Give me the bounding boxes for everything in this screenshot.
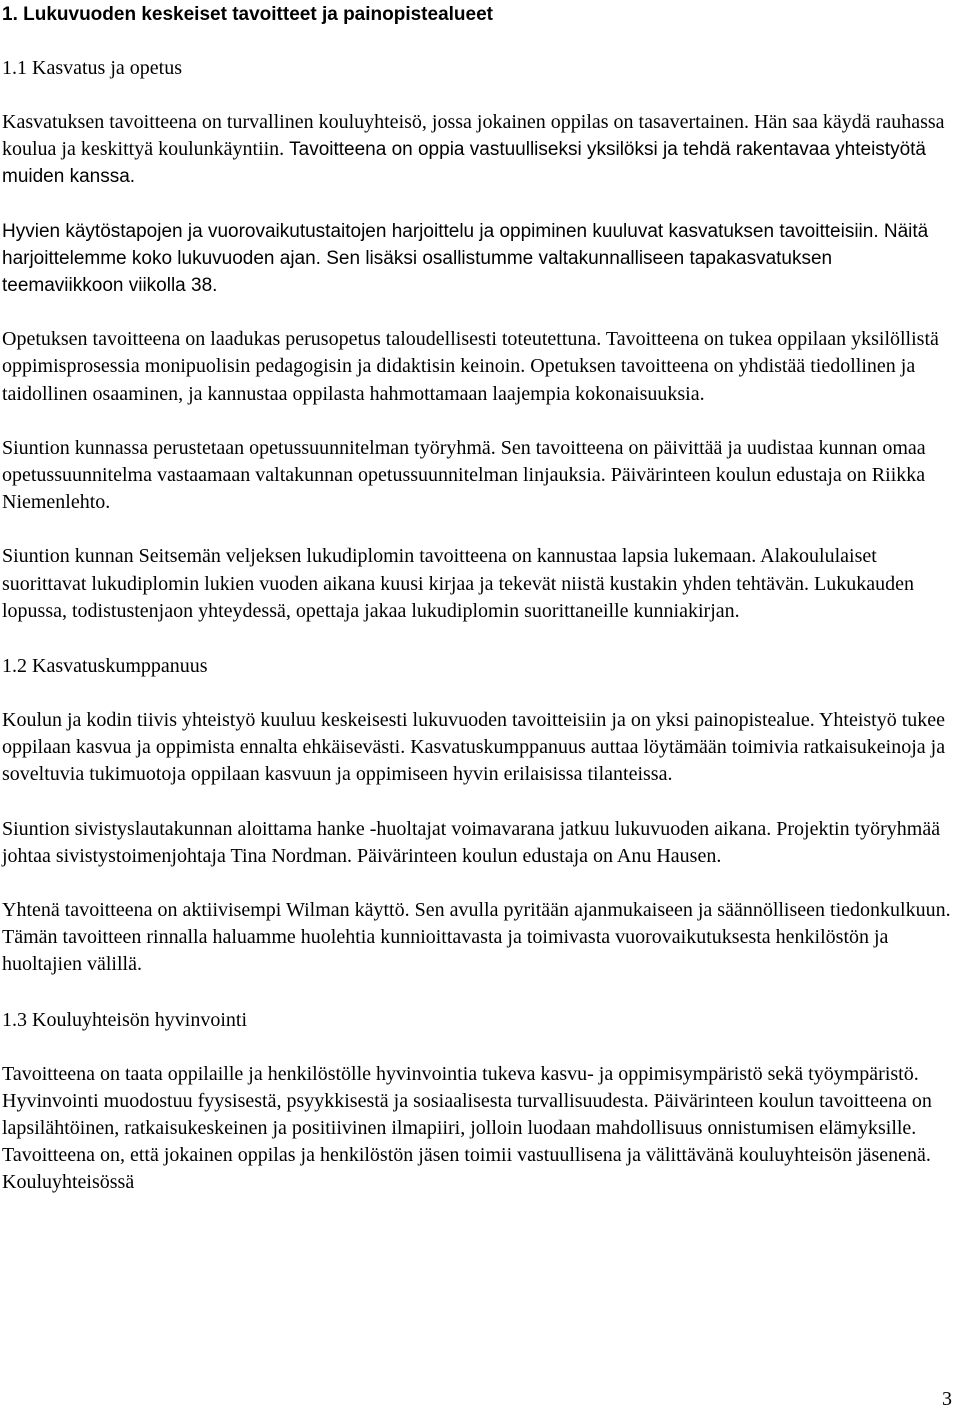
section-heading-kouluyhteison-hyvinvointi: 1.3 Kouluyhteisön hyvinvointi xyxy=(2,1008,247,1031)
section-heading-kasvatuskumppanuus: 1.2 Kasvatuskumppanuus xyxy=(2,655,208,678)
spacer xyxy=(2,625,954,652)
spacer xyxy=(2,789,954,816)
spacer xyxy=(2,516,954,543)
paragraph-opetuksen-tavoite: Opetuksen tavoitteena on laadukas perusopetus taloudellisesti toteutettuna. Tavoitteena on tukea oppilaan yksilöllistä oppimisprosessia monipuolisin pedagogisin ja didaktisin keinoin. Opetuksen tavoitteena on yhdistää tiedollinen ja taidollinen osaaminen, ja kannustaa oppilasta hahmottamaan laajempia kokonaisuuksia. xyxy=(2,328,939,405)
paragraph-lukudiplomi: Siuntion kunnan Seitsemän veljeksen lukudiplomin tavoitteena on kannustaa lapsia lukemaan. Alakoululaiset suorittavat lukudiplomin lukien vuoden aikana kuusi kirjaa ja tekevät niistä kustakin yhden tehtävän. Lukukauden lopussa, todistustenjaon yhteydessä, opettaja jakaa lukudiplomin suorittaneille kunniakirjan. xyxy=(2,545,915,622)
paragraph-part-sans: Hyvien käytöstapojen ja vuorovaikutustaitojen harjoittelu ja oppiminen kuuluvat kasvatuksen tavoitteisiin. Näitä harjoittelemme koko lukuvuoden ajan. xyxy=(2,220,929,269)
paragraph-opetussuunnitelma: Siuntion kunnassa perustetaan opetussuunnitelman työryhmä. Sen tavoitteena on päivittää ja uudistaa kunnan omaa opetussuunnitelma vastaamaan valtakunnan opetussuunnitelman linjauksia. Päivärinteen koulun edustaja on Riikka Niemenlehto. xyxy=(2,436,926,514)
spacer xyxy=(2,299,954,326)
paragraph-part-sans: Sen lisäksi osallistumme valtakunnalliseen tapakasvatuksen teemaviikkoon viikolla 38. xyxy=(2,247,833,297)
spacer xyxy=(2,680,954,707)
spacer xyxy=(2,1034,954,1061)
section-heading-kasvatus-ja-opetus: 1.1 Kasvatus ja opetus xyxy=(2,57,182,79)
spacer xyxy=(2,408,954,435)
paragraph-huoltajat-hanke: Siuntion sivistyslautakunnan aloittama hanke -huoltajat voimavarana jatkuu lukuvuoden aikana. Projektin työryhmää johtaa sivistystoimenjohtaja Tina Nordman. Päivärinteen koulun edustaja on Anu Hausen. xyxy=(2,817,941,867)
page-number: 3 xyxy=(942,1388,952,1410)
spacer xyxy=(2,979,954,1006)
spacer xyxy=(2,870,954,897)
paragraph-kodin-yhteistyo: Koulun ja kodin tiivis yhteistyö kuuluu keskeisesti lukuvuoden tavoitteisiin ja on yksi painopistealue. Yhteistyö tukee oppilaan kasvua ja oppimista ennalta ehkäisevästi. Kasvatuskumppanuus auttaa löytämään toimivia ratkaisukeinoja ja soveltuvia tukimuotoja oppilaan kasvuun ja oppimiseen hyvin erilaisissa tilanteissa. xyxy=(2,709,946,786)
paragraph-hyvinvointi: Tavoitteena on taata oppilaille ja henkilöstölle hyvinvointia tukeva kasvu- ja oppimisympäristö sekä työympäristö. Hyvinvointi muodostuu fyysisestä, psyykkisestä ja sosiaalisesta turvallisuudesta. Päivärinteen koulun tavoitteena on lapsilähtöinen, ratkaisukeskeinen ja positiivinen ilmapiiri, jolloin luodaan mahdollisuus onnistumisen elämyksille. Tavoitteena on, että jokainen oppilas ja henkilöstön jäsen toimii vastuullisena ja välittävänä kouluyhteisön jäsenenä. Kouluyhteisössä xyxy=(2,1062,932,1194)
paragraph-wilma: Yhtenä tavoitteena on aktiivisempi Wilman käyttö. Sen avulla pyritään ajanmukaiseen ja säännölliseen tiedonkulkuun. Tämän tavoitteen rinnalla haluamme huolehtia kunnioittavasta ja toimivasta vuorovaikutuksesta henkilöstön ja huoltajien välillä. xyxy=(2,899,951,976)
paragraph-part: Kasvatuksen tavoitteena on turvallinen kouluyhteisö, jossa jokainen oppilas on tasavertainen. Hän saa käydä rauhassa koulua ja keskittyä koulunkäyntiin. xyxy=(2,111,945,161)
spacer xyxy=(2,28,954,54)
spacer xyxy=(2,191,954,218)
document-page xyxy=(2,0,954,1197)
paragraph-kasvatuksen-tavoite xyxy=(2,109,954,191)
paragraph-kaytostavat xyxy=(2,218,954,300)
spacer xyxy=(2,82,954,109)
paragraph-part-sans: Tavoitteena on oppia vastuulliseksi yksilöksi ja tehdä rakentavaa yhteistyötä muiden kanssa. xyxy=(2,139,926,188)
main-heading: 1. Lukuvuoden keskeiset tavoitteet ja painopistealueet xyxy=(2,4,493,25)
